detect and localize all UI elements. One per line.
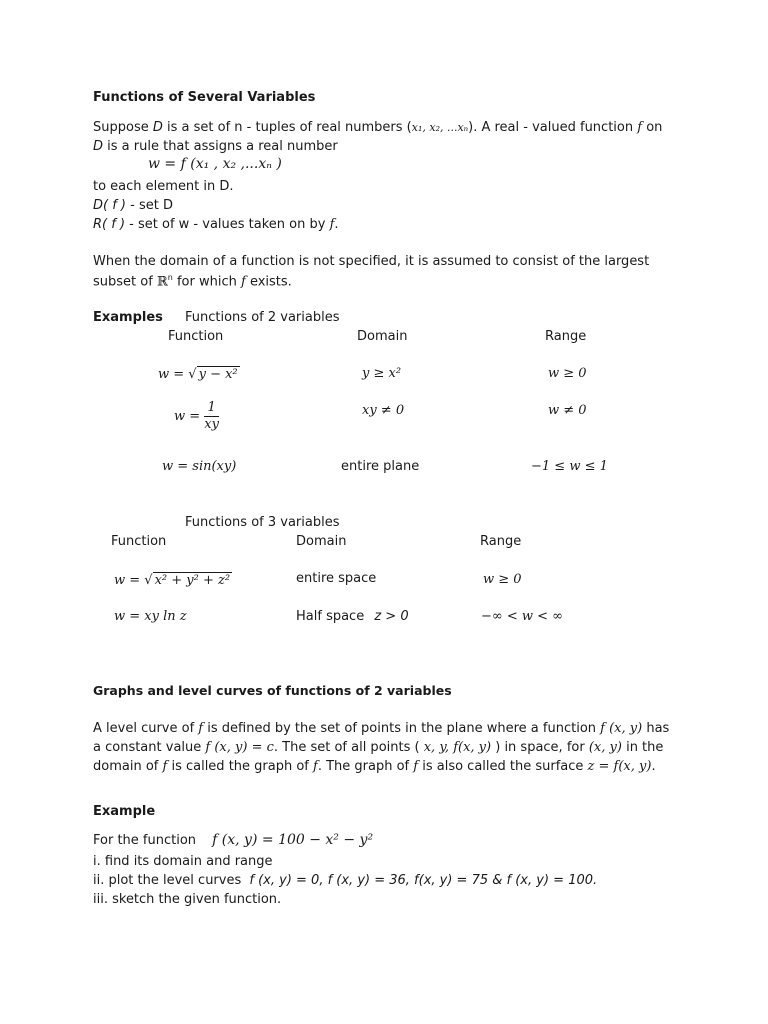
ex3-row1-range: w ≥ 0	[483, 572, 522, 587]
graphs-line-2: a constant value f (x, y) = c. The set of all points ( x, y, f(x, y) ) in space, for (x, y) in the	[93, 740, 664, 755]
examples3-col-function: Function	[111, 534, 167, 549]
ex3-row1-domain: entire space	[296, 571, 377, 586]
intro-line-4: D( f ) - set D	[93, 198, 173, 213]
example-line-1: For the function f (x, y) = 100 − x² − y²	[93, 832, 374, 848]
intro-line-1: Suppose D is a set of n - tuples of real numbers (x₁, x₂, ...xₙ). A real - valued function f on	[93, 120, 663, 135]
ex2-row3-function: w = sin(xy)	[162, 459, 237, 474]
ex2-row2-range: w ≠ 0	[548, 403, 587, 418]
ex2-row1-function: w = √ y − x²	[158, 367, 238, 382]
examples3-heading: Functions of 3 variables	[185, 515, 340, 530]
example-item-i: i. find its domain and range	[93, 854, 273, 869]
examples2-col-range: Range	[545, 329, 587, 344]
ex2-row3-range: −1 ≤ w ≤ 1	[531, 459, 608, 474]
ex2-row3-domain: entire plane	[341, 459, 420, 474]
examples2-heading: Functions of 2 variables	[185, 310, 340, 325]
examples2-col-domain: Domain	[357, 329, 408, 344]
example-label: Example	[93, 804, 156, 819]
page-title: Functions of Several Variables	[93, 90, 316, 105]
intro-line-3: to each element in D.	[93, 179, 234, 194]
example-item-iii: iii. sketch the given function.	[93, 892, 282, 907]
examples3-col-range: Range	[480, 534, 522, 549]
intro-line-2: D is a rule that assigns a real number	[93, 139, 338, 154]
ex2-row2-function: w = $\frac{1}{xy}$	[174, 400, 219, 432]
examples2-col-function: Function	[168, 329, 224, 344]
graphs-line-1: A level curve of f is defined by the set of points in the plane where a function f (x, y) has	[93, 721, 670, 736]
domain-note-line-2: subset of ℝ$^n$ for which f exists.	[93, 273, 292, 290]
graphs-line-3: domain of f is called the graph of f. The graph of f is also called the surface z = f(x, y).	[93, 759, 656, 774]
ex3-row2-range: −∞ < w < ∞	[481, 609, 563, 624]
ex3-row2-function: w = xy ln z	[114, 609, 187, 624]
ex2-row2-domain: xy ≠ 0	[362, 403, 405, 418]
domain-note-line-1: When the domain of a function is not specified, it is assumed to consist of the largest	[93, 254, 650, 269]
examples3-col-domain: Domain	[296, 534, 347, 549]
ex3-row2-domain: Half space z > 0	[296, 609, 409, 624]
intro-line-5: R( f ) - set of w - values taken on by f.	[93, 217, 339, 232]
graphs-heading: Graphs and level curves of functions of 2 variables	[93, 683, 452, 698]
ex3-row1-function: w = √ x² + y² + z²	[114, 573, 231, 588]
examples-label: Examples	[93, 310, 163, 325]
intro-formula: w = f (x₁ , x₂ ,...xₙ )	[148, 156, 282, 172]
ex2-row1-range: w ≥ 0	[548, 366, 587, 381]
ex2-row1-domain: y ≥ x²	[362, 366, 402, 381]
example-item-ii: ii. plot the level curves f (x, y) = 0, f (x, y) = 36, f(x, y) = 75 & f (x, y) = 100.	[93, 873, 598, 888]
